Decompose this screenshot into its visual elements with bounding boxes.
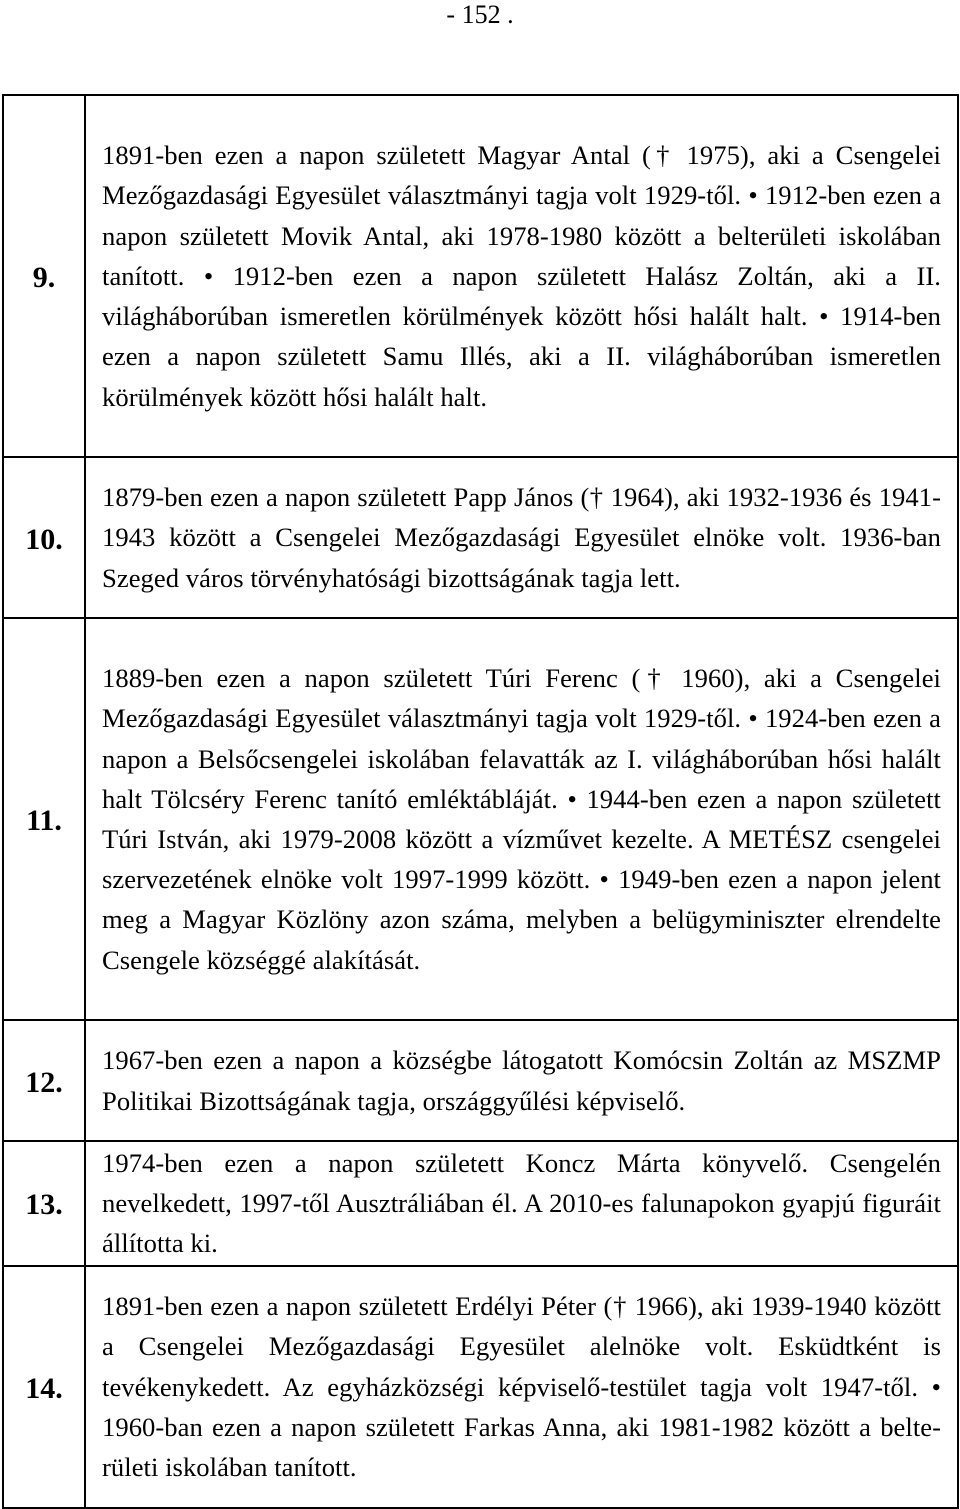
page-number: - 152 . — [446, 0, 514, 29]
entry-number: 12. — [3, 1020, 85, 1141]
entry-text: 1891-ben ezen a napon született Magyar Antal († 1975), aki a Csengelei Mezőgazdasági Egyesület választmányi tagja volt 1929-től. • 1912-ben ezen a napon született Movik Antal, aki 1978-1980 között a belterületi iskolában tanított. • 1912-ben ezen a napon született Halász Zoltán, aki a II. világháborúban ismeretlen körülmények között hősi halált halt. • 1914-ben ezen a napon született Samu Illés, aki a II. világháborúban ismeretlen körülmények között hősi halált halt. — [85, 95, 958, 457]
entry-text: 1967-ben ezen a napon a községbe látogatott Komócsin Zoltán az MSZMP Politikai Bizottságának tagja, országgyűlési képviselő. — [85, 1020, 958, 1141]
entry-text: 1974-ben ezen a napon született Koncz Márta könyvelő. Csengelén nevelkedett, 1997-től Ausztráliában él. A 2010-es falunapokon gyapjú figuráit állította ki. — [85, 1141, 958, 1266]
entry-number: 14. — [3, 1266, 85, 1508]
entry-row — [3, 1266, 958, 1508]
entry-text: 1879-ben ezen a napon született Papp János († 1964), aki 1932-1936 és 1941-1943 között a Csengelei Mezőgazdasági Egyesület elnöke volt. 1936-ban Szeged város törvényhatósági bizottságának tagja lett. — [85, 457, 958, 618]
calendar-entries-table — [2, 94, 959, 1509]
entry-row — [3, 457, 958, 618]
entry-row — [3, 95, 958, 457]
entry-number: 9. — [3, 95, 85, 457]
entry-row — [3, 1141, 958, 1266]
entry-number: 13. — [3, 1141, 85, 1266]
entry-text: 1891-ben ezen a napon született Erdélyi Péter († 1966), aki 1939-1940 között a Csengelei Mezőgazdasági Egyesület alelnöke volt. Esküdtként is tevékenykedett. Az egyházközségi képviselő-testület tagja volt 1947-től. • 1960-ban ezen a napon született Farkas Anna, aki 1981-1982 között a belterületi iskolában tanított. — [85, 1266, 958, 1508]
entry-number: 11. — [3, 618, 85, 1020]
entry-text: 1889-ben ezen a napon született Túri Ferenc († 1960), aki a Csengelei Mezőgazdasági Egyesület választmányi tagja volt 1929-től. • 1924-ben ezen a napon a Belsőcsengelei iskolában felavatták az I. világháborúban hősi halált halt Tölcséry Ferenc tanító emléktábláját. • 1944-ben ezen a napon született Túri István, aki 1979-2008 között a vízművet kezelte. A METÉSZ csengelei szervezetének elnöke volt 1997-1999 között. • 1949-ben ezen a napon jelent meg a Magyar Közlöny azon száma, melyben a belügyminiszter elrendelte Csengele községgé alakítását. — [85, 618, 958, 1020]
entry-row — [3, 618, 958, 1020]
entry-number: 10. — [3, 457, 85, 618]
entry-row — [3, 1020, 958, 1141]
